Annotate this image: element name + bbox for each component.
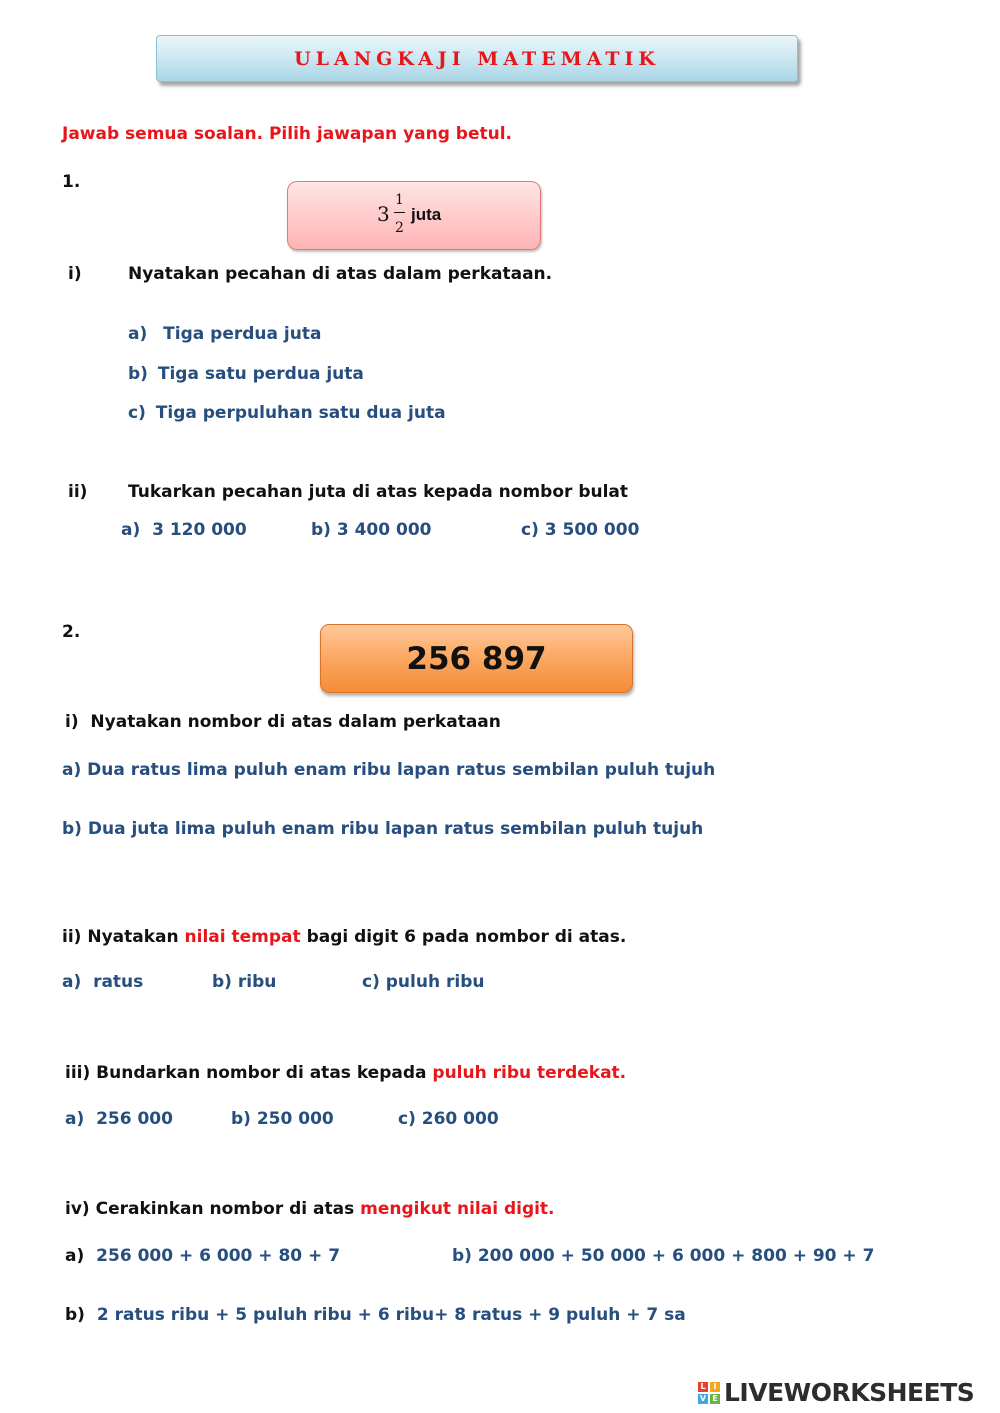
- logo-text: LIVEWORKSHEETS: [724, 1378, 975, 1407]
- q2-ii-option-b[interactable]: b) ribu: [212, 972, 277, 992]
- q2-number: 2.: [62, 622, 81, 642]
- q2-part-ii-question: [62, 927, 626, 947]
- q1-i-option-c[interactable]: [128, 403, 446, 423]
- q2-part-i-question: i) Nyatakan nombor di atas dalam perkataan: [65, 712, 501, 732]
- q2-number-box: [320, 624, 633, 693]
- q1-i-option-a[interactable]: [128, 324, 321, 344]
- q2-number-value: 256 897: [406, 640, 547, 677]
- q1-ii-option-c[interactable]: c) 3 500 000: [521, 520, 640, 540]
- q1-fraction-numerator: 1: [395, 192, 404, 208]
- option-text: Tiga perdua juta: [163, 324, 322, 344]
- instruction: Jawab semua soalan. Pilih jawapan yang betul.: [62, 124, 513, 144]
- q2-i-option-b[interactable]: b) Dua juta lima puluh enam ribu lapan ratus sembilan puluh tujuh: [62, 819, 704, 839]
- option-label: b): [128, 364, 148, 384]
- q2-part-iii-question: [65, 1063, 626, 1083]
- q2-iv-option-b[interactable]: b) 200 000 + 50 000 + 6 000 + 800 + 90 + 7: [452, 1246, 875, 1266]
- question-highlight: puluh ribu terdekat.: [432, 1063, 627, 1083]
- q1-number: 1.: [62, 172, 81, 192]
- option-label: c): [128, 403, 146, 423]
- q1-ii-option-b[interactable]: b) 3 400 000: [311, 520, 432, 540]
- logo-cell: V: [699, 1393, 707, 1403]
- q1-ii-option-a[interactable]: a) 3 120 000: [121, 520, 247, 540]
- question-text: ii) Nyatakan: [62, 927, 185, 947]
- q2-i-option-a[interactable]: a) Dua ratus lima puluh enam ribu lapan ratus sembilan puluh tujuh: [62, 760, 716, 780]
- q1-part-ii-question: Tukarkan pecahan juta di atas kepada nombor bulat: [128, 482, 629, 502]
- question-text: iii) Bundarkan nombor di atas kepada: [65, 1063, 433, 1083]
- q1-fraction-unit: juta: [411, 205, 442, 224]
- question-highlight: mengikut nilai digit.: [360, 1199, 555, 1219]
- q1-fraction-whole: 3: [377, 202, 390, 226]
- option-label: a): [65, 1246, 85, 1266]
- option-text: Tiga perpuluhan satu dua juta: [155, 403, 446, 423]
- q2-ii-option-c[interactable]: c) puluh ribu: [362, 972, 485, 992]
- q2-iii-option-a[interactable]: a) 256 000: [65, 1109, 173, 1129]
- q2-iii-option-c[interactable]: c) 260 000: [398, 1109, 499, 1129]
- page-title: ULANGKAJI MATEMATIK: [294, 47, 660, 70]
- option-text: 2 ratus ribu + 5 puluh ribu + 6 ribu+ 8 ratus + 9 puluh + 7 sa: [96, 1305, 686, 1325]
- logo-cell: I: [710, 1382, 720, 1392]
- q2-iv-option-b-words[interactable]: [65, 1305, 686, 1325]
- question-text: iv) Cerakinkan nombor di atas: [65, 1199, 361, 1219]
- option-text: Tiga satu perdua juta: [157, 364, 364, 384]
- liveworksheets-logo: [698, 1378, 974, 1407]
- q2-part-iv-question: [65, 1199, 555, 1219]
- logo-cell: L: [698, 1382, 708, 1392]
- q1-i-option-b[interactable]: [128, 364, 364, 384]
- q1-fraction-denominator: 2: [395, 220, 404, 236]
- logo-grid-icon: [698, 1382, 720, 1404]
- q2-iv-option-a[interactable]: [65, 1246, 340, 1266]
- q1-fraction-bar: [394, 212, 405, 213]
- title-banner: [156, 35, 798, 82]
- option-text: 256 000 + 6 000 + 80 + 7: [96, 1246, 341, 1266]
- question-highlight: nilai tempat: [184, 927, 301, 947]
- q1-part-ii-label: ii): [68, 482, 88, 502]
- option-label: a): [128, 324, 148, 344]
- q2-iii-option-b[interactable]: b) 250 000: [231, 1109, 334, 1129]
- option-label: b): [65, 1305, 85, 1325]
- logo-cell: E: [710, 1394, 720, 1404]
- q2-ii-option-a[interactable]: a) ratus: [62, 972, 144, 992]
- q1-part-i-question: Nyatakan pecahan di atas dalam perkataan.: [128, 264, 553, 284]
- question-text-end: bagi digit 6 pada nombor di atas.: [300, 927, 627, 947]
- q1-part-i-label: i): [68, 264, 82, 284]
